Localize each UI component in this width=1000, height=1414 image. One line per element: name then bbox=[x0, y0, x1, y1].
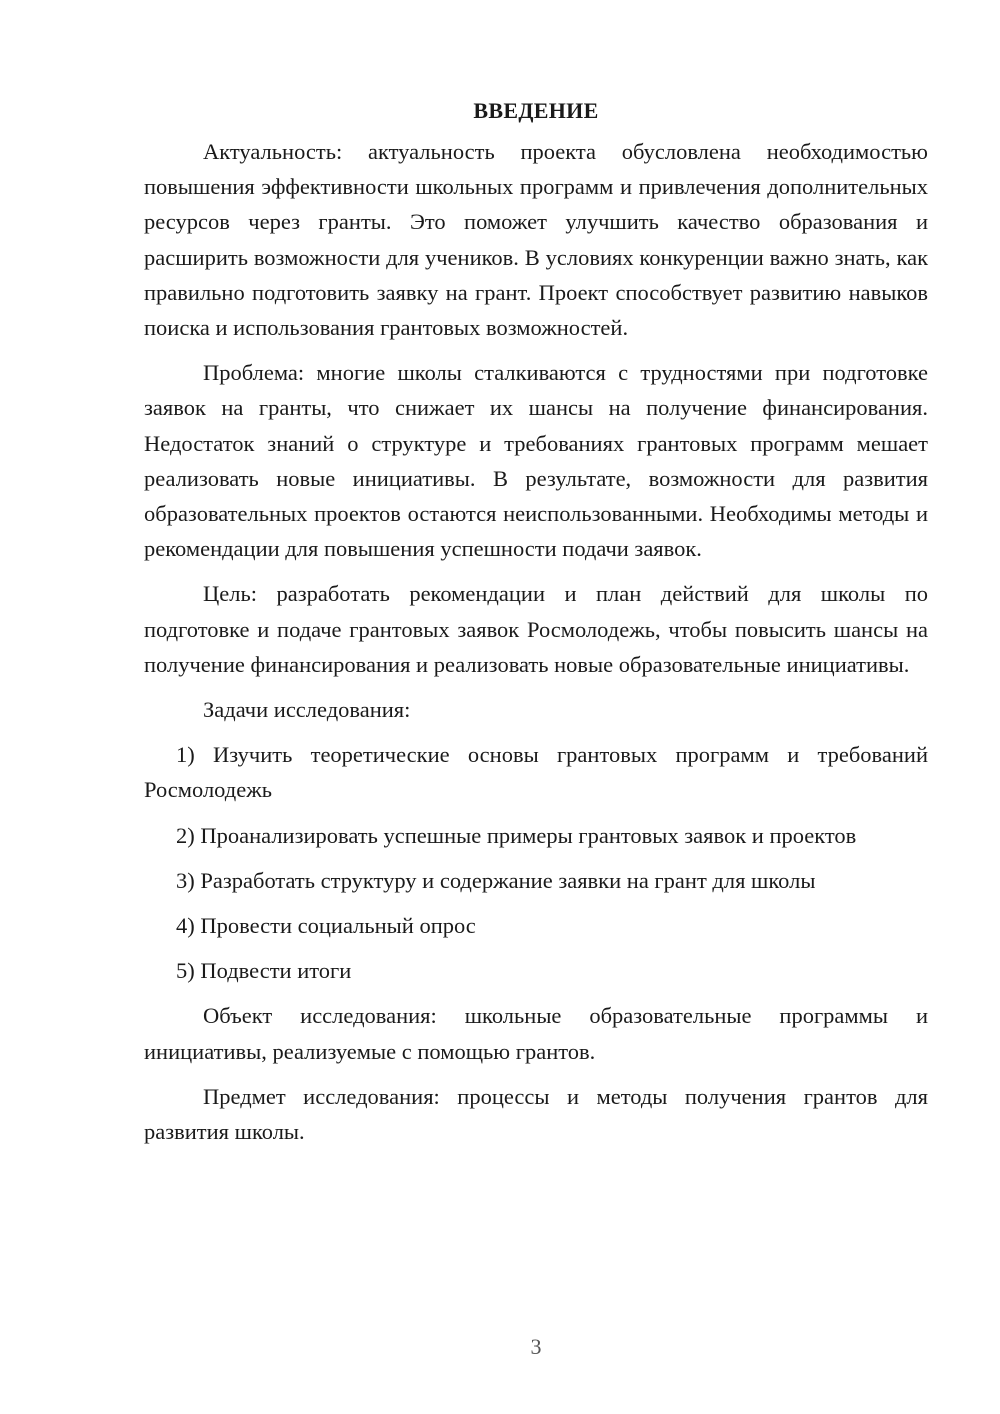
relevance-paragraph: Актуальность: актуальность проекта обусловлена необходимостью повышения эффективности школьных программ и привлечения дополнительных ресурсов через гранты. Это поможет улучшить качество образования и расширить возможности для учеников. В условиях конкуренции важно знать, как правильно подготовить заявку на грант. Проект способствует развитию навыков поиска и использования грантовых возможностей. bbox=[144, 139, 928, 341]
task-item-1: 1) Изучить теоретические основы грантовых программ и требований Росмолодежь bbox=[144, 742, 928, 803]
task-item-3: 3) Разработать структуру и содержание заявки на грант для школы bbox=[176, 867, 816, 893]
goal-paragraph: Цель: разработать рекомендации и план действий для школы по подготовке и подаче грантовых заявок Росмолодежь, чтобы повысить шансы на получение финансирования и реализовать новые образовательные инициативы. bbox=[144, 581, 928, 677]
tasks-heading: Задачи исследования: bbox=[203, 697, 411, 723]
subject-paragraph: Предмет исследования: процессы и методы получения грантов для развития школы. bbox=[144, 1083, 928, 1145]
problem-paragraph: Проблема: многие школы сталкиваются с трудностями при подготовке заявок на гранты, что снижает их шансы на получение финансирования. Недостаток знаний о структуре и требованиях грантовых программ мешает реализовать новые инициативы. В результате, возможности для развития образовательных проектов остаются неиспользованными. Необходимы методы и рекомендации для повышения успешности подачи заявок. bbox=[144, 360, 928, 562]
page-content bbox=[144, 96, 928, 1159]
section-title: ВВЕДЕНИЕ bbox=[473, 98, 599, 123]
task-item-4: 4) Провести социальный опрос bbox=[176, 913, 476, 939]
task-item-2: 2) Проанализировать успешные примеры грантовых заявок и проектов bbox=[176, 822, 857, 848]
task-item-5: 5) Подвести итоги bbox=[176, 958, 352, 984]
object-paragraph: Объект исследования: школьные образовательные программы и инициативы, реализуемые с помощью грантов. bbox=[144, 1003, 928, 1064]
page-number: 3 bbox=[530, 1334, 542, 1359]
